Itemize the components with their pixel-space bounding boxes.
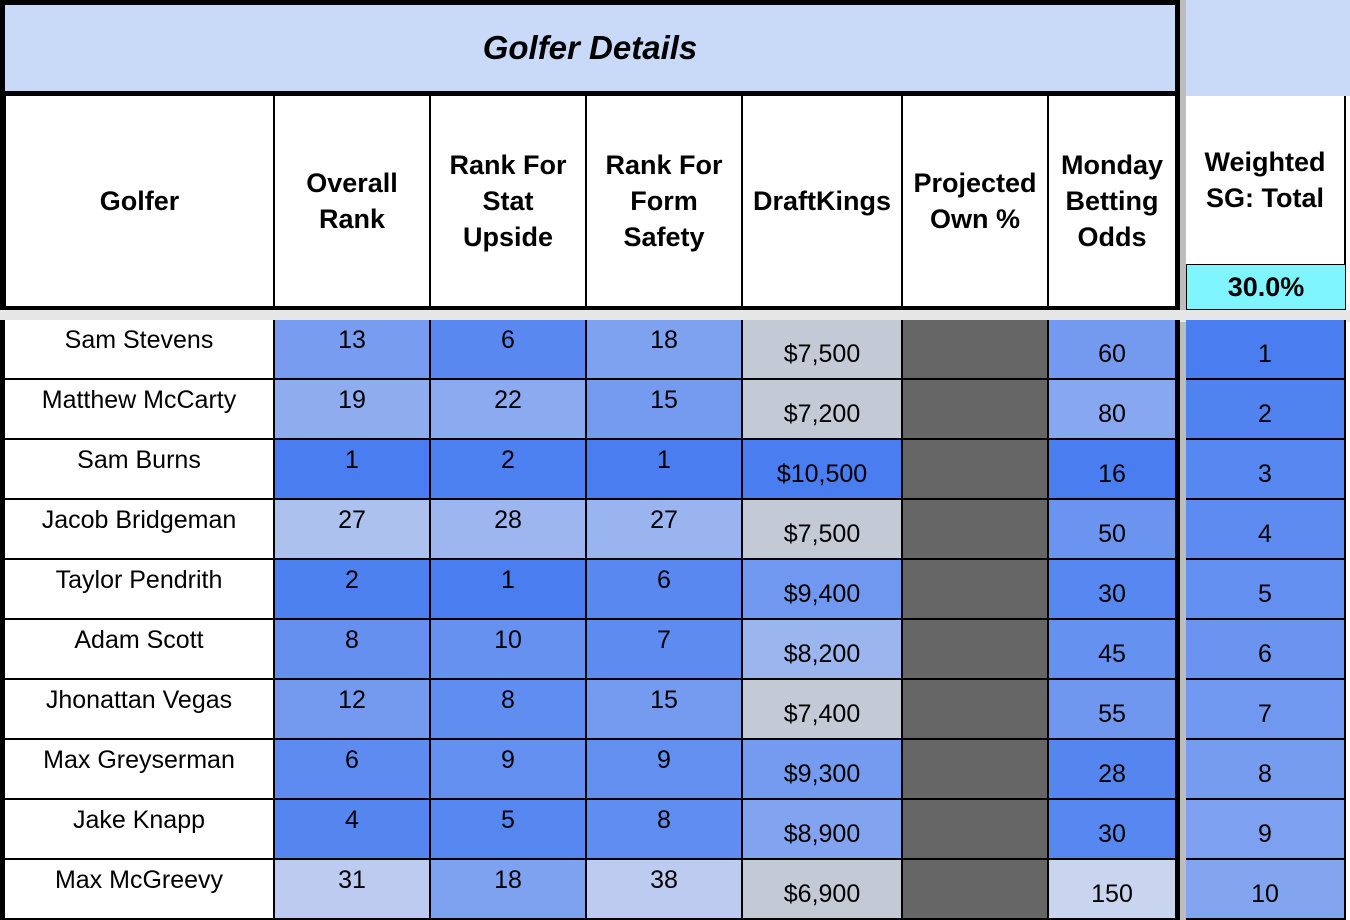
- betting-odds-cell[interactable]: 60: [1049, 320, 1180, 380]
- golfer-name-cell[interactable]: Sam Burns: [0, 440, 275, 500]
- draftkings-salary-cell[interactable]: $9,300: [743, 740, 903, 800]
- golfer-name-cell[interactable]: Matthew McCarty: [0, 380, 275, 440]
- overall-rank-cell[interactable]: 1: [275, 440, 431, 500]
- projected-own-cell[interactable]: [903, 380, 1049, 440]
- table-title-band: [0, 0, 1180, 96]
- weighted-sg-percent[interactable]: 30.0%: [1186, 264, 1346, 310]
- golfer-name-cell[interactable]: Taylor Pendrith: [0, 560, 275, 620]
- betting-odds-cell[interactable]: 150: [1049, 860, 1180, 920]
- weighted-sg-cell[interactable]: 8: [1186, 740, 1346, 800]
- overall-rank-cell[interactable]: 8: [275, 620, 431, 680]
- weighted-sg-cell[interactable]: 10: [1186, 860, 1346, 920]
- stat-upside-cell[interactable]: 28: [431, 500, 587, 560]
- betting-odds-cell[interactable]: 30: [1049, 800, 1180, 860]
- golfer-name-cell[interactable]: Sam Stevens: [0, 320, 275, 380]
- betting-odds-cell[interactable]: 80: [1049, 380, 1180, 440]
- betting-odds-cell[interactable]: 45: [1049, 620, 1180, 680]
- header-label: Weighted SG: Total: [1204, 147, 1326, 213]
- column-header-overall-rank[interactable]: [275, 96, 431, 310]
- projected-own-cell[interactable]: [903, 860, 1049, 920]
- projected-own-cell[interactable]: [903, 620, 1049, 680]
- betting-odds-cell[interactable]: 55: [1049, 680, 1180, 740]
- projected-own-cell[interactable]: [903, 320, 1049, 380]
- betting-odds-cell[interactable]: 30: [1049, 560, 1180, 620]
- header-label: Projected Own %: [913, 168, 1037, 234]
- stat-upside-cell[interactable]: 1: [431, 560, 587, 620]
- column-header-draftkings[interactable]: [743, 96, 903, 310]
- weighted-sg-cell[interactable]: 4: [1186, 500, 1346, 560]
- weighted-sg-cell[interactable]: 5: [1186, 560, 1346, 620]
- weighted-sg-cell[interactable]: 2: [1186, 380, 1346, 440]
- form-safety-cell[interactable]: 27: [587, 500, 743, 560]
- table-title: Golfer Details: [482, 29, 698, 66]
- stat-upside-cell[interactable]: 5: [431, 800, 587, 860]
- overall-rank-cell[interactable]: 2: [275, 560, 431, 620]
- header-label: DraftKings: [752, 186, 891, 216]
- form-safety-cell[interactable]: 15: [587, 680, 743, 740]
- overall-rank-cell[interactable]: 31: [275, 860, 431, 920]
- column-header-monday-odds[interactable]: [1049, 96, 1180, 310]
- header-label: Rank For Form Safety: [605, 150, 723, 252]
- draftkings-salary-cell[interactable]: $8,900: [743, 800, 903, 860]
- golfer-name-cell[interactable]: Max McGreevy: [0, 860, 275, 920]
- draftkings-salary-cell[interactable]: $9,400: [743, 560, 903, 620]
- weighted-sg-cell[interactable]: 9: [1186, 800, 1346, 860]
- golfer-name-cell[interactable]: Max Greyserman: [0, 740, 275, 800]
- weighted-sg-cell[interactable]: 7: [1186, 680, 1346, 740]
- weighted-sg-cell[interactable]: 1: [1186, 320, 1346, 380]
- golfer-name-cell[interactable]: Jake Knapp: [0, 800, 275, 860]
- form-safety-cell[interactable]: 1: [587, 440, 743, 500]
- header-label: Overall Rank: [306, 168, 398, 234]
- golfer-name-cell[interactable]: Adam Scott: [0, 620, 275, 680]
- stat-upside-cell[interactable]: 9: [431, 740, 587, 800]
- form-safety-cell[interactable]: 6: [587, 560, 743, 620]
- form-safety-cell[interactable]: 38: [587, 860, 743, 920]
- golfer-name-cell[interactable]: Jhonattan Vegas: [0, 680, 275, 740]
- stat-upside-cell[interactable]: 6: [431, 320, 587, 380]
- header-label: Rank For Stat Upside: [449, 150, 567, 252]
- projected-own-cell[interactable]: [903, 500, 1049, 560]
- overall-rank-cell[interactable]: 6: [275, 740, 431, 800]
- betting-odds-cell[interactable]: 28: [1049, 740, 1180, 800]
- form-safety-cell[interactable]: 9: [587, 740, 743, 800]
- stat-upside-cell[interactable]: 2: [431, 440, 587, 500]
- projected-own-cell[interactable]: [903, 740, 1049, 800]
- column-header-projected-own[interactable]: [903, 96, 1049, 310]
- projected-own-cell[interactable]: [903, 680, 1049, 740]
- stat-upside-cell[interactable]: 8: [431, 680, 587, 740]
- draftkings-salary-cell[interactable]: $6,900: [743, 860, 903, 920]
- form-safety-cell[interactable]: 7: [587, 620, 743, 680]
- overall-rank-cell[interactable]: 12: [275, 680, 431, 740]
- projected-own-cell[interactable]: [903, 800, 1049, 860]
- column-header-rank-form-safety[interactable]: [587, 96, 743, 310]
- draftkings-salary-cell[interactable]: $8,200: [743, 620, 903, 680]
- golfer-name-cell[interactable]: Jacob Bridgeman: [0, 500, 275, 560]
- weighted-sg-cell[interactable]: 3: [1186, 440, 1346, 500]
- form-safety-cell[interactable]: 15: [587, 380, 743, 440]
- title-band-extension: [1186, 0, 1350, 96]
- draftkings-salary-cell[interactable]: $7,200: [743, 380, 903, 440]
- overall-rank-cell[interactable]: 27: [275, 500, 431, 560]
- stat-upside-cell[interactable]: 18: [431, 860, 587, 920]
- column-header-golfer[interactable]: [6, 96, 275, 310]
- form-safety-cell[interactable]: 18: [587, 320, 743, 380]
- draftkings-salary-cell[interactable]: $7,400: [743, 680, 903, 740]
- draftkings-salary-cell[interactable]: $7,500: [743, 320, 903, 380]
- column-header-rank-stat-upside[interactable]: [431, 96, 587, 310]
- overall-rank-cell[interactable]: 4: [275, 800, 431, 860]
- projected-own-cell[interactable]: [903, 560, 1049, 620]
- stat-upside-cell[interactable]: 10: [431, 620, 587, 680]
- draftkings-salary-cell[interactable]: $7,500: [743, 500, 903, 560]
- betting-odds-cell[interactable]: 16: [1049, 440, 1180, 500]
- weighted-sg-cell[interactable]: 6: [1186, 620, 1346, 680]
- projected-own-cell[interactable]: [903, 440, 1049, 500]
- betting-odds-cell[interactable]: 50: [1049, 500, 1180, 560]
- draftkings-salary-cell[interactable]: $10,500: [743, 440, 903, 500]
- stat-upside-cell[interactable]: 22: [431, 380, 587, 440]
- overall-rank-cell[interactable]: 19: [275, 380, 431, 440]
- column-header-weighted-sg[interactable]: [1186, 96, 1346, 264]
- header-label: Monday Betting Odds: [1060, 150, 1163, 252]
- overall-rank-cell[interactable]: 13: [275, 320, 431, 380]
- form-safety-cell[interactable]: 8: [587, 800, 743, 860]
- header-label: Golfer: [99, 186, 180, 216]
